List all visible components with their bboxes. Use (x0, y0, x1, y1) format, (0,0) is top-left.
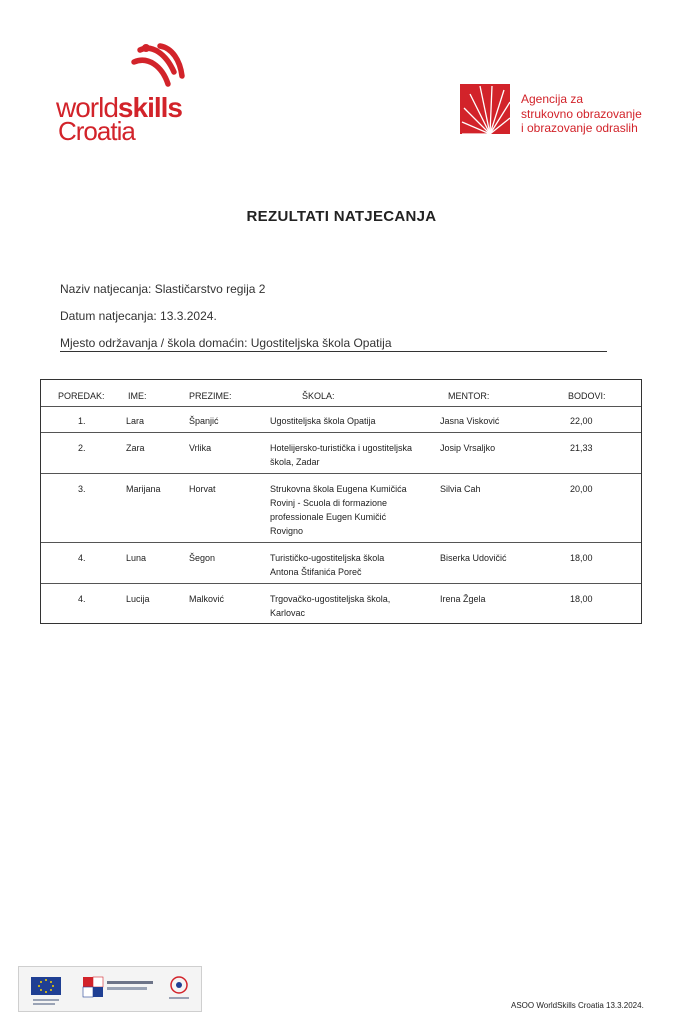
row-5-mentor: Irena Žgela (440, 594, 486, 604)
row-1-rank: 1. (78, 416, 86, 426)
row-2-rank: 2. (78, 443, 86, 453)
worldskills-mark-icon (130, 42, 186, 94)
row-3-rank: 3. (78, 484, 86, 494)
ws-logo-skills: skills (117, 92, 182, 123)
row-4-first-name: Luna (126, 553, 147, 563)
asoo-line-1: Agencija za (521, 92, 584, 106)
row-4-mentor: Biserka Udovičić (440, 553, 507, 563)
row-4-points: 18,00 (570, 553, 593, 563)
eu-funding-logos-icon (19, 967, 201, 1011)
asoo-line-3: i obrazovanje odraslih (521, 121, 638, 135)
row-3-points: 20,00 (570, 484, 593, 494)
asoo-agency-logo (460, 84, 660, 140)
competition-venue: Mjesto održavanja / škola domaćin: Ugostiteljska škola Opatija (60, 336, 392, 350)
header-last-name: PREZIME: (189, 391, 232, 401)
ws-logo-world: world (56, 92, 118, 123)
row-5-rank: 4. (78, 594, 86, 604)
header-school: ŠKOLA: (302, 391, 335, 401)
row-divider (41, 432, 641, 433)
row-1-points: 22,00 (570, 416, 593, 426)
row-3-first-name: Marijana (126, 484, 161, 494)
row-4-last-name: Šegon (189, 553, 216, 563)
document-title: REZULTATI NATJECANJA (246, 208, 437, 225)
header-points: BODOVI: (568, 391, 606, 401)
row-3-mentor: Silvia Cah (440, 484, 481, 494)
row-divider (41, 542, 641, 543)
footer-text: ASOO WorldSkills Croatia 13.3.2024. (511, 1001, 644, 1010)
row-2-first-name: Zara (126, 443, 145, 453)
row-divider (41, 583, 641, 584)
asoo-sunburst-icon (460, 84, 510, 134)
ws-logo-croatia: Croatia (58, 116, 135, 146)
worldskills-croatia-logo (56, 42, 196, 144)
header-divider (41, 406, 641, 407)
competition-date: Datum natjecanja: 13.3.2024. (60, 309, 217, 323)
row-2-last-name: Vrlika (189, 443, 212, 453)
header-first-name: IME: (128, 391, 147, 401)
row-3-school: Strukovna škola Eugena Kumičića Rovinj - Scuola di formazione professionale Eugen Kumičić Rovigno (270, 484, 407, 536)
row-5-school: Trgovačko-ugostiteljska škola, Karlovac (270, 594, 391, 618)
row-1-mentor: Jasna Visković (440, 416, 500, 426)
row-1-last-name: Španjić (189, 416, 219, 426)
row-4-school: Turističko-ugostiteljska škola Antona Štifanića Poreč (270, 553, 385, 577)
asoo-line-2: strukovno obrazovanje (521, 106, 642, 121)
row-5-points: 18,00 (570, 594, 593, 604)
row-divider (41, 473, 641, 474)
row-3-last-name: Horvat (189, 484, 216, 494)
row-1-school: Ugostiteljska škola Opatija (270, 416, 376, 426)
row-1-first-name: Lara (126, 416, 145, 426)
competition-name: Naziv natjecanja: Slastičarstvo regija 2 (60, 282, 266, 296)
footer-funding-logos (18, 966, 202, 1012)
row-2-points: 21,33 (570, 443, 593, 453)
row-2-school: Hotelijersko-turistička i ugostiteljska škola, Zadar (270, 443, 413, 467)
row-5-first-name: Lucija (126, 594, 150, 604)
venue-underline (60, 351, 607, 352)
row-2-mentor: Josip Vrsaljko (440, 443, 496, 453)
header-mentor: MENTOR: (448, 391, 490, 401)
row-4-rank: 4. (78, 553, 86, 563)
results-table (40, 379, 642, 624)
header-rank: POREDAK: (58, 391, 105, 401)
row-5-last-name: Malković (189, 594, 225, 604)
